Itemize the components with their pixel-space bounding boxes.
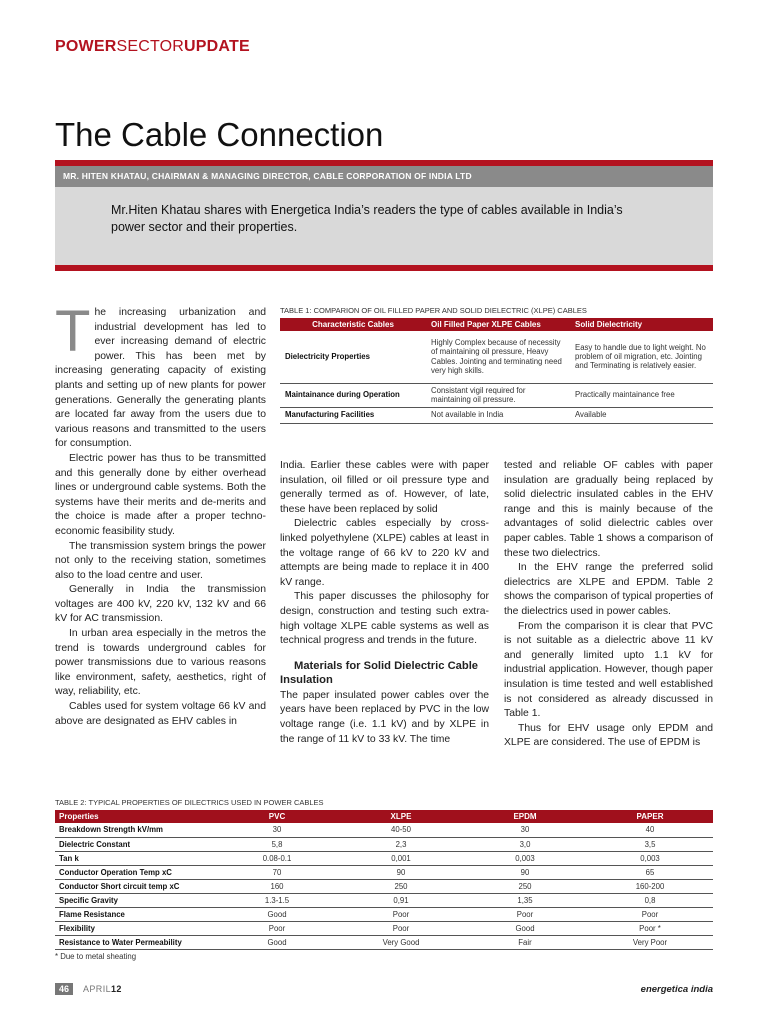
table-2-body — [55, 823, 713, 949]
paragraph: Electric power has thus to be transmitted and this generally done by either overhead lines or underground cable systems. Both the systems have their merits and de-merits and the choice is made after a proper techno-economic feasibility study. — [55, 452, 266, 537]
table-cell: Good — [463, 921, 587, 935]
intro-box — [55, 187, 713, 265]
paragraph: Cables used for system voltage 66 kV and above are designated as EHV cables in — [55, 701, 266, 727]
table-1-caption: TABLE 1: COMPARION OF OIL FILLED PAPER AND SOLID DIELECTRIC (XLPE) CABLES — [280, 306, 587, 315]
table-row — [280, 383, 713, 407]
table-cell: Good — [215, 935, 339, 949]
table-cell: 160 — [215, 879, 339, 893]
table-cell: Tan k — [55, 851, 215, 865]
table-cell: 250 — [339, 879, 463, 893]
paragraph: tested and reliable OF cables with paper insulation are gradually being replaced by solid dielectric insulated cables in the EHV range and this is mainly because of the advantages of solid dielectric cables over paper cables. Table 1 shows a comparison of these two dielectrics. — [504, 460, 713, 559]
table-cell: 30 — [215, 823, 339, 837]
paragraph: This paper discusses the philosophy for design, construction and testing such extra-high voltage XLPE cable systems as well as technical progress and trends in the future. — [280, 591, 489, 647]
table-row — [280, 407, 713, 423]
table-1-grid — [280, 318, 713, 424]
footer — [55, 981, 713, 999]
author-line: MR. HITEN KHATAU, CHAIRMAN & MANAGING DIRECTOR, CABLE CORPORATION OF INDIA LTD — [63, 171, 472, 181]
table-cell: Conductor Short circuit temp xC — [55, 879, 215, 893]
table-cell: 0.08-0.1 — [215, 851, 339, 865]
table-header-cell: EPDM — [463, 810, 587, 823]
table-2-note: * Due to metal sheating — [55, 951, 137, 961]
table-row — [55, 907, 713, 921]
table-cell: 2,3 — [339, 837, 463, 851]
article-title: The Cable Connection — [55, 116, 384, 153]
section-sector: SECTOR — [116, 38, 185, 55]
table-header-cell: XLPE — [339, 810, 463, 823]
paragraph: In the EHV range the preferred solid dielectrics are XLPE and EPDM. Table 2 shows the comparison of typical properties of the dielectrics used in power cables. — [504, 562, 713, 617]
table-cell: Conductor Operation Temp xC — [55, 865, 215, 879]
table-cell: Consistant vigil required for maintaining oil pressure. — [426, 383, 570, 407]
table-row — [55, 865, 713, 879]
table-header-cell: Oil Filled Paper XLPE Cables — [426, 318, 570, 331]
table-cell: Easy to handle due to light weight. No problem of oil migration, etc. Jointing and Terminating is relatively easier. — [570, 331, 713, 383]
table-row — [55, 837, 713, 851]
paragraph: The transmission system brings the power not only to the receiving station, sometimes also to the load centre and user. — [55, 540, 266, 581]
table-cell: Maintainance during Operation — [280, 383, 426, 407]
table-cell: 3,0 — [463, 837, 587, 851]
table-cell: Dielectricity Properties — [280, 331, 426, 383]
table-cell: 0,91 — [339, 893, 463, 907]
table-cell: Manufacturing Facilities — [280, 407, 426, 423]
table-cell: 160-200 — [587, 879, 713, 893]
table-header-row — [55, 810, 713, 823]
table-cell: Poor — [215, 921, 339, 935]
table-cell: 0,003 — [587, 851, 713, 865]
table-cell: Specific Gravity — [55, 893, 215, 907]
table-cell: Good — [215, 907, 339, 921]
table-header-cell: PAPER — [587, 810, 713, 823]
table-cell: 65 — [587, 865, 713, 879]
subheading: Materials for Solid Dielectric Cable Insulation — [280, 659, 479, 686]
table-header-cell: Properties — [55, 810, 215, 823]
table-cell: Poor — [463, 907, 587, 921]
table-cell: Breakdown Strength kV/mm — [55, 823, 215, 837]
paragraph: Generally in India the transmission voltages are 400 kV, 220 kV, 132 kV and 66 kV for AC transmission. — [55, 584, 266, 625]
table-2-grid — [55, 810, 713, 950]
paragraph: The paper insulated power cables over the years have been replaced by PVC in the low voltage range (i.e. 1.1 kV) and by XLPE in the range of 11 kV to 33 kV. The time — [280, 689, 489, 745]
table-cell: Poor — [339, 907, 463, 921]
column-1 — [55, 299, 266, 729]
table-header-cell: Characteristic Cables — [280, 318, 426, 331]
table-cell: Poor — [587, 907, 713, 921]
table-cell: 0,001 — [339, 851, 463, 865]
table-header-cell: PVC — [215, 810, 339, 823]
table-cell: 90 — [339, 865, 463, 879]
table-cell: Highly Complex because of necessity of maintaining oil pressure, Heavy Cables. Jointing and terminating need very high skills. — [426, 331, 570, 383]
red-divider-bottom — [55, 265, 713, 271]
drop-cap: T — [55, 299, 91, 364]
issue-year: 12 — [111, 984, 122, 994]
table-row — [55, 935, 713, 949]
column-3 — [504, 459, 713, 751]
table-cell: Poor — [339, 921, 463, 935]
table-header-row — [280, 318, 713, 331]
issue-date — [83, 984, 122, 994]
table-row — [55, 851, 713, 865]
table-cell: 250 — [463, 879, 587, 893]
column-2 — [280, 459, 489, 747]
table-cell: Dielectric Constant — [55, 837, 215, 851]
section-label — [55, 38, 250, 56]
section-update: UPDATE — [184, 38, 250, 55]
intro-text: Mr.Hiten Khatau shares with Energetica India’s readers the type of cables available in India’s power sector and their properties. — [111, 203, 623, 234]
table-row — [55, 893, 713, 907]
paragraph: In urban area especially in the metros the trend is towards underground cables for power transmissions due to various reasons like environment, safety, aesthetics, right of way, reliability, etc. — [55, 628, 266, 698]
table-1 — [280, 306, 713, 424]
paragraph: Dielectric cables especially by cross-linked polyethylene (XLPE) cables at least in the voltage range of 66 kV to 220 kV and attempts are being made to replace it in 400 kV range. — [280, 518, 489, 588]
paragraph: From the comparison it is clear that PVC is not suitable as a dielectric above 11 kV and generally limited upto 1.1 kV for industrial application. However, though paper insulation is time tested and well established is not considered as already discussed in Table 1. — [504, 620, 713, 720]
table-cell: Flame Resistance — [55, 907, 215, 921]
author-bar — [55, 166, 713, 187]
table-cell: Poor * — [587, 921, 713, 935]
paragraph — [55, 299, 266, 452]
table-cell: 40-50 — [339, 823, 463, 837]
table-row — [280, 331, 713, 383]
paragraph: Thus for EHV usage only EPDM and XLPE are considered. The use of EPDM is — [504, 722, 713, 749]
table-cell: Available — [570, 407, 713, 423]
table-cell: 0,003 — [463, 851, 587, 865]
table-cell: 0,8 — [587, 893, 713, 907]
table-cell: 90 — [463, 865, 587, 879]
table-cell: 5,8 — [215, 837, 339, 851]
section-power: POWER — [55, 38, 117, 55]
table-header-cell: Solid Dielectricity — [570, 318, 713, 331]
table-cell: Resistance to Water Permeability — [55, 935, 215, 949]
table-cell: 1.3-1.5 — [215, 893, 339, 907]
table-cell: Fair — [463, 935, 587, 949]
table-cell: Not available in India — [426, 407, 570, 423]
table-cell: 30 — [463, 823, 587, 837]
table-cell: 1,35 — [463, 893, 587, 907]
table-row — [55, 823, 713, 837]
page-number: 46 — [55, 983, 73, 995]
table-cell: Very Poor — [587, 935, 713, 949]
table-cell: Very Good — [339, 935, 463, 949]
table-cell: Flexibility — [55, 921, 215, 935]
table-cell: 70 — [215, 865, 339, 879]
table-cell: Practically maintainance free — [570, 383, 713, 407]
paragraph: India. Earlier these cables were with paper insulation, oil filled or oil pressure type and generally termed as of. However, of late, these have been replaced by solid — [280, 460, 489, 515]
table-cell: 40 — [587, 823, 713, 837]
table-cell: 3,5 — [587, 837, 713, 851]
table-row — [55, 921, 713, 935]
table-2-caption: TABLE 2: TYPICAL PROPERTIES OF DILECTRICS USED IN POWER CABLES — [55, 798, 324, 807]
brand-name: energetica india — [640, 984, 713, 995]
table-2 — [55, 798, 713, 961]
issue-month: APRIL — [83, 984, 112, 994]
paragraph-text: he increasing urbanization and industrial development has led to ever increasing demand of electric power. This has been met by increasing generating capacity of existing plants and setting up of new plants for power generations. Generally the generating plants are located far away from the users due to various reasons and transmitted to the users for consumption. — [55, 307, 266, 450]
table-row — [55, 879, 713, 893]
